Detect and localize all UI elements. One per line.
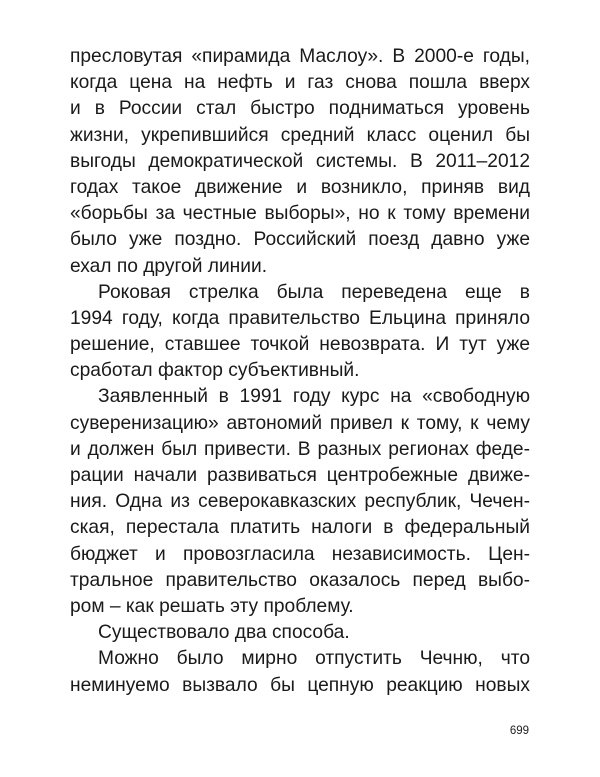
text-line: выгоды демократической системы. В 2011–2012: [70, 150, 530, 172]
text-line: Заявленный в 1991 году курс на «свободную: [98, 386, 530, 408]
text-line: рации начали развиваться центробежные движе-: [70, 465, 530, 486]
text-line: Существовало два способа.: [98, 622, 350, 644]
text-line: было уже поздно. Российский поезд давно уже: [70, 229, 530, 251]
text-line: «борьбы за честные выборы», но к тому времени: [70, 203, 530, 225]
text-line: сработал фактор субъективный.: [70, 360, 360, 382]
text-line: ская, перестала платить налоги в федеральный: [70, 517, 530, 539]
text-line: суверенизацию» автономий привел к тому, к чему: [70, 412, 530, 434]
text-line: бюджет и провозгласила независимость. Цен-: [70, 543, 530, 565]
text-line: Можно было мирно отпустить Чечню, что: [98, 648, 530, 670]
text-line: годах такое движение и возникло, приняв вид: [70, 176, 530, 198]
text-line: решение, ставшее точкой невозврата. И тут уже: [70, 334, 530, 356]
text-line: ехал по другой линии.: [70, 255, 268, 277]
text-line: ния. Одна из северокавказских республик, Чечен-: [70, 491, 530, 513]
page-number: 699: [509, 725, 529, 737]
text-line: Роковая стрелка была переведена еще в: [98, 281, 530, 303]
text-line: неминуемо вызвало бы цепную реакцию новых: [70, 674, 530, 696]
page-text: [70, 44, 530, 764]
text-line: ром – как решать эту проблему.: [70, 595, 354, 617]
text-line: и должен был привести. В разных регионах феде-: [70, 438, 530, 460]
text-line: когда цена на нефть и газ снова пошла вверх: [70, 72, 530, 94]
text-line: и в России стал быстро подниматься уровень: [70, 98, 530, 120]
text-line: жизни, укрепившийся средний класс оценил бы: [70, 124, 530, 146]
text-line: пресловутая «пирамида Маслоу». В 2000-е годы,: [70, 46, 530, 67]
text-line: тральное правительство оказалось перед выбо-: [70, 569, 530, 591]
text-line: 1994 году, когда правительство Ельцина приняло: [70, 307, 530, 329]
